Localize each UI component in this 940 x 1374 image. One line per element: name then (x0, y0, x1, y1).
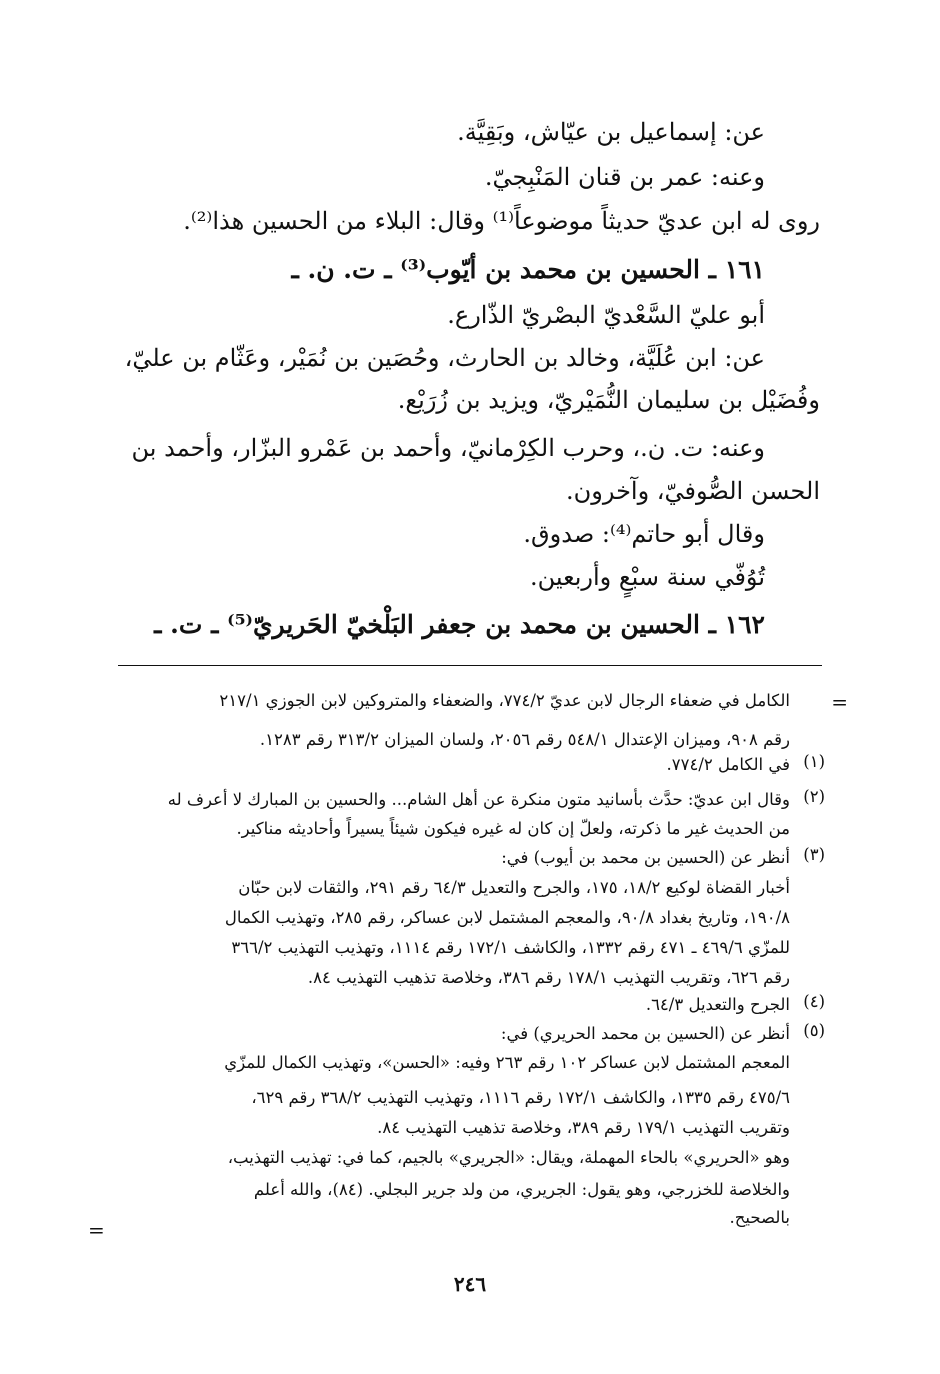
entry-heading: ١٦١ ـ الحسين بن محمد بن أيّوب⁽³⁾ ـ ت. ن. ـ (291, 255, 765, 284)
main-line: الحسن الصُّوفيّ، وآخرون. (565, 477, 820, 505)
main-line: روى له ابن عديّ حديثاً موضوعاً⁽¹⁾ وقال: البلاء من الحسين هذا⁽²⁾. (183, 207, 820, 235)
footnote-number: (٣) (803, 845, 825, 864)
main-line: وقال أبو حاتم⁽⁴⁾: صدوق. (523, 520, 765, 548)
main-line: وعنه: ت. ن.، وحرب الكِرْمانيّ، وأحمد بن عَمْرو البزّار، وأحمد بن (131, 434, 765, 462)
footnote-line: بالصحيح. (729, 1208, 790, 1227)
footnote-line: رقم ٦٢٦، وتقريب التهذيب ١٧٨/١ رقم ٣٨٦، وخلاصة تذهيب التهذيب ٨٤. (307, 968, 790, 987)
footnote-line: للمزّي ٤٦٩/٦ ـ ٤٧١ رقم ١٣٣٢، والكاشف ١٧٢/١ رقم ١١١٤، وتهذيب التهذيب ٣٦٦/٢ (231, 938, 790, 957)
footnote-line: الجرح والتعديل ٦٤/٣. (645, 995, 790, 1014)
footnote-line: والخلاصة للخزرجي، وهو يقول: الجريري، من ولد جرير البجلي. (٨٤)، والله أعلم (253, 1180, 790, 1199)
footnote-number: (٤) (803, 992, 825, 1011)
footnote-line: وتقريب التهذيب ١٧٩/١ رقم ٣٨٩، وخلاصة تذهيب التهذيب ٨٤. (377, 1118, 790, 1137)
footnote-line: ٤٧٥/٦ رقم ١٣٣٥، والكاشف ١٧٢/١ رقم ١١١٦، وتهذيب التهذيب ٣٦٨/٢ رقم ٦٢٩، (251, 1088, 790, 1107)
footnote-line: رقم ٩٠٨، وميزان الإعتدال ٥٤٨/١ رقم ٢٠٥٦، ولسان الميزان ٣١٣/٢ رقم ١٢٨٣. (259, 730, 790, 749)
footnote-number: (١) (803, 752, 825, 771)
footnote-number: (٥) (803, 1021, 825, 1040)
page-number: ٢٤٦ (453, 1272, 487, 1296)
footnote-separator (118, 665, 822, 666)
footnote-number: (٢) (803, 787, 825, 806)
entry-heading: ١٦٢ ـ الحسين بن محمد بن جعفر البَلْخيّ الحَريريّ⁽⁵⁾ ـ ت. ـ (154, 610, 765, 639)
footnote-line: ١٩٠/٨، وتاريخ بغداد ٩٠/٨، والمعجم المشتمل لابن عساكر، رقم ٢٨٥، وتهذيب الكمال (224, 908, 790, 927)
main-line: وفُضَيْل بن سليمان النُّمَيْريّ، ويزيد بن زُرَيْع. (397, 386, 820, 414)
main-line: تُوُفّي سنة سبْعٍ وأربعين. (529, 563, 765, 591)
footnote-line: المعجم المشتمل لابن عساكر ١٠٢ رقم ٢٦٣ وفيه: «الحسن»، وتهذيب الكمال للمزّي (224, 1053, 790, 1072)
footnote-line: وهو «الحريري» بالحاء المهملة، ويقال: «الجريري» بالجيم، كما في: تهذيب التهذيب، (227, 1148, 790, 1167)
main-line: عن: إسماعيل بن عيّاش، وبَقِيَّة. (457, 118, 765, 146)
footnote-line: أنظر عن (الحسين بن محمد الحريري) في: (500, 1024, 790, 1043)
main-line: وعنه: عمر بن قنان المَنْبِجيّ. (484, 163, 765, 191)
footnote-line: أنظر عن (الحسين بن محمد بن أيوب) في: (501, 848, 790, 867)
main-line: عن: ابن عُلَيَّة، وخالد بن الحارث، وحُصَين بن نُمَيْر، وعَثّام بن عليّ، (124, 344, 765, 372)
continuation-marker: = (88, 1218, 105, 1242)
footnote-line: الكامل في ضعفاء الرجال لابن عديّ ٧٧٤/٢، والضعفاء والمتروكين لابن الجوزي ٢١٧/١ (219, 691, 790, 710)
footnote-line: وقال ابن عديّ: حدَّث بأسانيد متون منكرة عن أهل الشام... والحسين بن المبارك لا أعرف له (167, 790, 790, 809)
main-line: أبو عليّ السَّعْديّ البصْريّ الذّارع. (447, 301, 765, 329)
footnote-line: في الكامل ٧٧٤/٢. (666, 755, 790, 774)
continuation-marker: = (831, 690, 848, 714)
footnote-line: من الحديث غير ما ذكرته، ولعلّ إن كان له غيره فيكون شيئاً يسيراً وأحاديثه مناكير. (236, 819, 790, 838)
footnote-line: أخبار القضاة لوكيع ١٨/٢، ١٧٥، والجرح والتعديل ٦٤/٣ رقم ٢٩١، والثقات لابن حبّان (238, 878, 790, 897)
